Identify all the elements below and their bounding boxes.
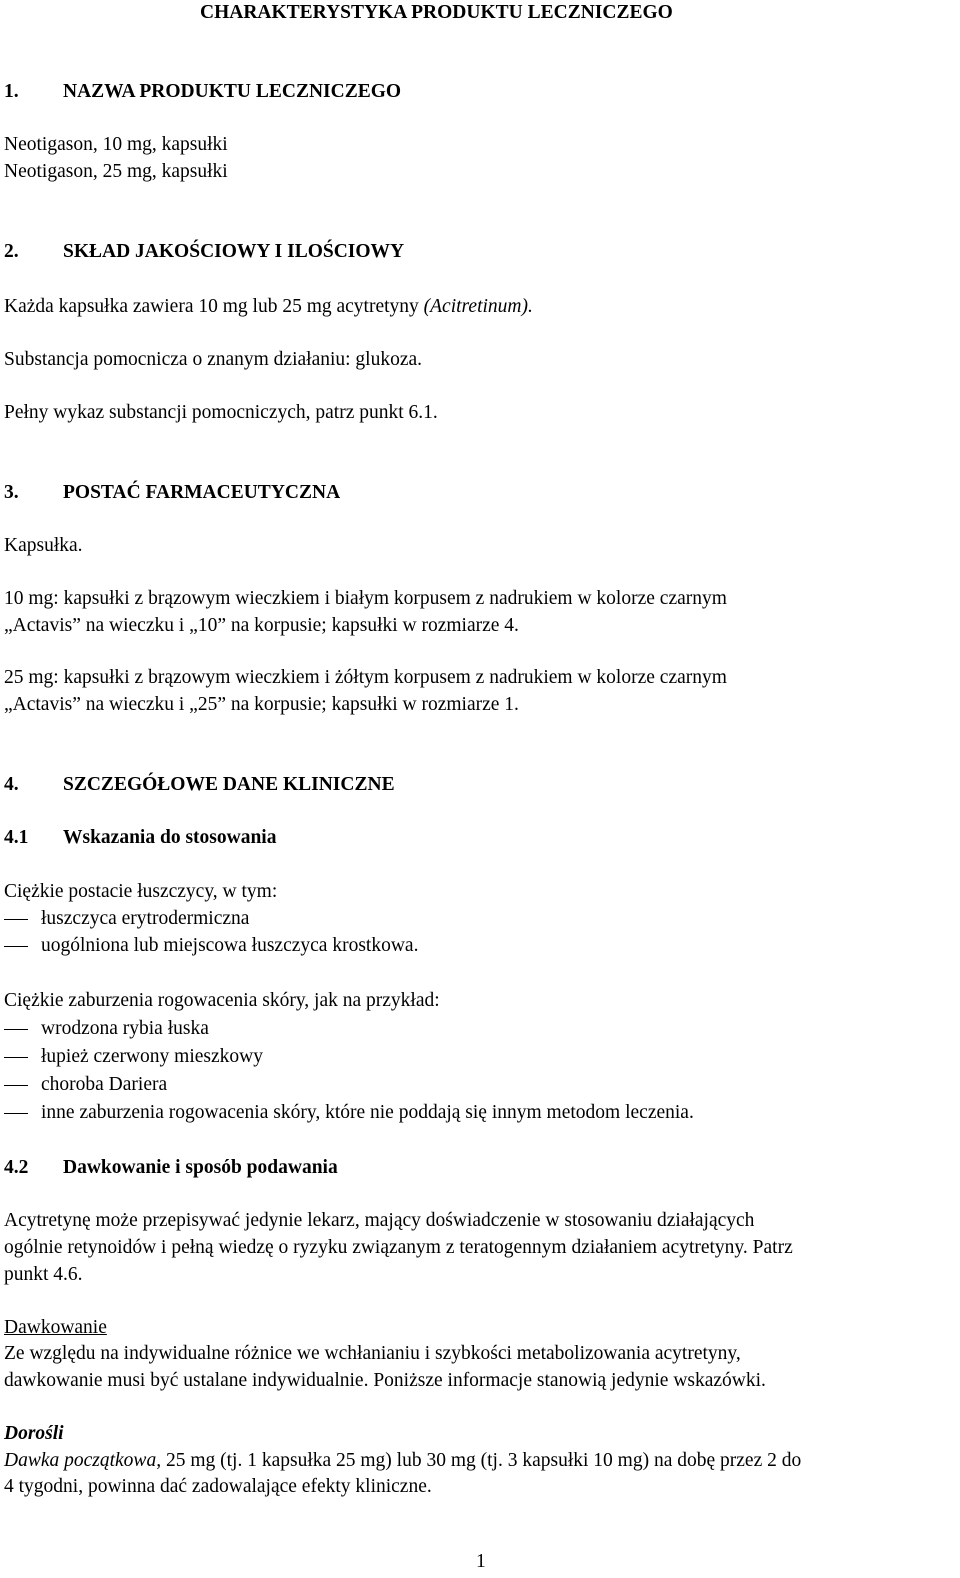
dash-bullet [4,946,28,947]
dash-bullet [4,1029,28,1030]
section-number: 4. [4,774,19,795]
section-title: SZCZEGÓŁOWE DANE KLINICZNE [63,774,395,795]
excipient-ref-line: Pełny wykaz substancji pomocniczych, patrz punkt 6.1. [4,402,438,423]
page-title: CHARAKTERYSTYKA PRODUKTU LECZNICZEGO [200,2,673,23]
form-text: Kapsułka. [4,535,83,556]
prescribing-line1: Acytretynę może przepisywać jedynie lekarz, mający doświadczenie w stosowaniu działających [4,1210,755,1231]
indication-intro-keratinization: Ciężkie zaburzenia rogowacenia skóry, jak na przykład: [4,990,440,1011]
section-title: POSTAĆ FARMACEUTYCZNA [63,482,341,503]
composition-text: Każda kapsułka zawiera 10 mg lub 25 mg acytretyny [4,296,424,317]
section-number: 2. [4,241,19,262]
list-item-text: inne zaburzenia rogowacenia skóry, które nie poddają się innym metodom leczenia. [41,1102,694,1123]
dosing-line2: dawkowanie musi być ustalane indywidualnie. Poniższe informacje stanowią jedynie wskazówki. [4,1370,766,1391]
prescribing-line3: punkt 4.6. [4,1264,83,1285]
dash-bullet [4,919,28,920]
dash-bullet [4,1085,28,1086]
prescribing-line2: ogólnie retynoidów i pełną wiedzę o ryzyku związanym z teratogennym działaniem acytretyny. Patrz [4,1237,793,1258]
list-item-text: łuszczyca erytrodermiczna [41,908,250,929]
adults-subheading: Dorośli [4,1423,64,1444]
section-title: Wskazania do stosowania [63,827,277,848]
list-item-text: uogólniona lub miejscowa łuszczyca krostkowa. [41,935,419,956]
product-name-10mg: Neotigason, 10 mg, kapsułki [4,134,228,155]
desc-25mg-line1: 25 mg: kapsułki z brązowym wieczkiem i żółtym korpusem z nadrukiem w kolorze czarnym [4,667,727,688]
composition-latin: (Acitretinum). [423,296,533,317]
list-item-text: choroba Dariera [41,1074,168,1095]
adults-line2: 4 tygodni, powinna dać zadowalające efekty kliniczne. [4,1476,432,1497]
desc-25mg-line2: „Actavis” na wieczku i „25” na korpusie; kapsułki w rozmiarze 1. [4,694,519,715]
section-number: 4.2 [4,1157,29,1178]
indication-intro-psoriasis: Ciężkie postacie łuszczycy, w tym: [4,881,278,902]
initial-dose-text: 25 mg (tj. 1 kapsułka 25 mg) lub 30 mg (tj. 3 kapsułki 10 mg) na dobę przez 2 do [161,1450,802,1471]
dash-bullet [4,1113,28,1114]
desc-10mg-line2: „Actavis” na wieczku i „10” na korpusie; kapsułki w rozmiarze 4. [4,615,519,636]
list-item-text: łupież czerwony mieszkowy [41,1046,264,1067]
list-item-text: wrodzona rybia łuska [41,1018,209,1039]
composition-line [4,297,533,317]
page-number: 1 [476,1551,486,1572]
section-number: 4.1 [4,827,29,848]
section-title: NAZWA PRODUKTU LECZNICZEGO [63,81,402,102]
initial-dose-label: Dawka początkowa, [4,1450,162,1471]
section-title: SKŁAD JAKOŚCIOWY I ILOŚCIOWY [63,241,405,262]
dosing-line1: Ze względu na indywidualne różnice we wchłanianiu i szybkości metabolizowania acytretyny, [4,1343,741,1364]
dash-bullet [4,1057,28,1058]
product-name-25mg: Neotigason, 25 mg, kapsułki [4,161,228,182]
dosing-subheading: Dawkowanie [4,1317,107,1338]
adults-line1 [4,1451,801,1471]
section-title: Dawkowanie i sposób podawania [63,1157,338,1178]
excipient-line: Substancja pomocnicza o znanym działaniu: glukoza. [4,349,423,370]
section-number: 3. [4,482,19,503]
section-number: 1. [4,81,19,102]
desc-10mg-line1: 10 mg: kapsułki z brązowym wieczkiem i białym korpusem z nadrukiem w kolorze czarnym [4,588,727,609]
